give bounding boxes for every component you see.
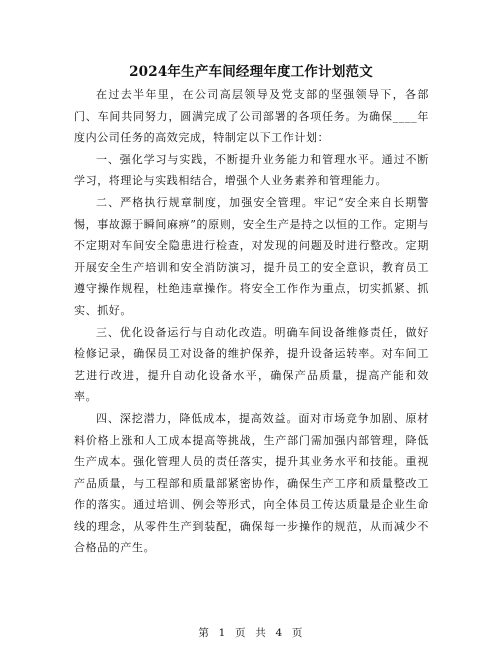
page-number-footer: 第 1 页 共 4 页	[198, 627, 304, 639]
document-title: 2024年生产车间经理年度工作计划范文	[129, 64, 373, 80]
intro-paragraph: 在过去半年里，在公司高层领导及党支部的坚强领导下，各部门、车间共同努力，圆满完成了公司部署的各项任务。为确保____年度内公司任务的高效完成，特制定以下工作计划：	[74, 88, 429, 145]
document-body	[74, 84, 429, 559]
plan-item-4-paragraph: 四、深挖潜力，降低成本，提高效益。面对市场竞争加剧、原材料价格上涨和人工成本提高等挑战，生产部门需加强内部管理，降低生产成本。强化管理人员的责任落实，提升其业务水平和技能。重视产品质量，与工程部和质量部紧密协作，确保生产工序和质量整改工作的落实。通过培训、例会等形式，向全体员工传达质量是企业生命线的理念，从零件生产到装配，确保每一步操作的规范，从而减少不合格品的产生。	[74, 411, 429, 555]
plan-item-1-paragraph: 一、强化学习与实践，不断提升业务能力和管理水平。通过不断学习，将理论与实践相结合，增强个人业务素养和管理能力。	[74, 152, 429, 188]
plan-item-3-paragraph: 三、优化设备运行与自动化改造。明确车间设备维修责任，做好检修记录，确保员工对设备的维护保养，提升设备运转率。对车间工艺进行改进，提升自动化设备水平，确保产品质量，提高产能和效率。	[74, 325, 429, 404]
plan-item-2-paragraph: 二、严格执行规章制度，加强安全管理。牢记“安全来自长期警惕，事故源于瞬间麻痹”的原则，安全生产是持之以恒的工作。定期与不定期对车间安全隐患进行检查，对发现的问题及时进行整改。定期开展安全生产培训和安全消防演习，提升员工的安全意识，教育员工遵守操作规程，杜绝违章操作。将安全工作作为重点，切实抓紧、抓实、抓好。	[74, 195, 429, 317]
